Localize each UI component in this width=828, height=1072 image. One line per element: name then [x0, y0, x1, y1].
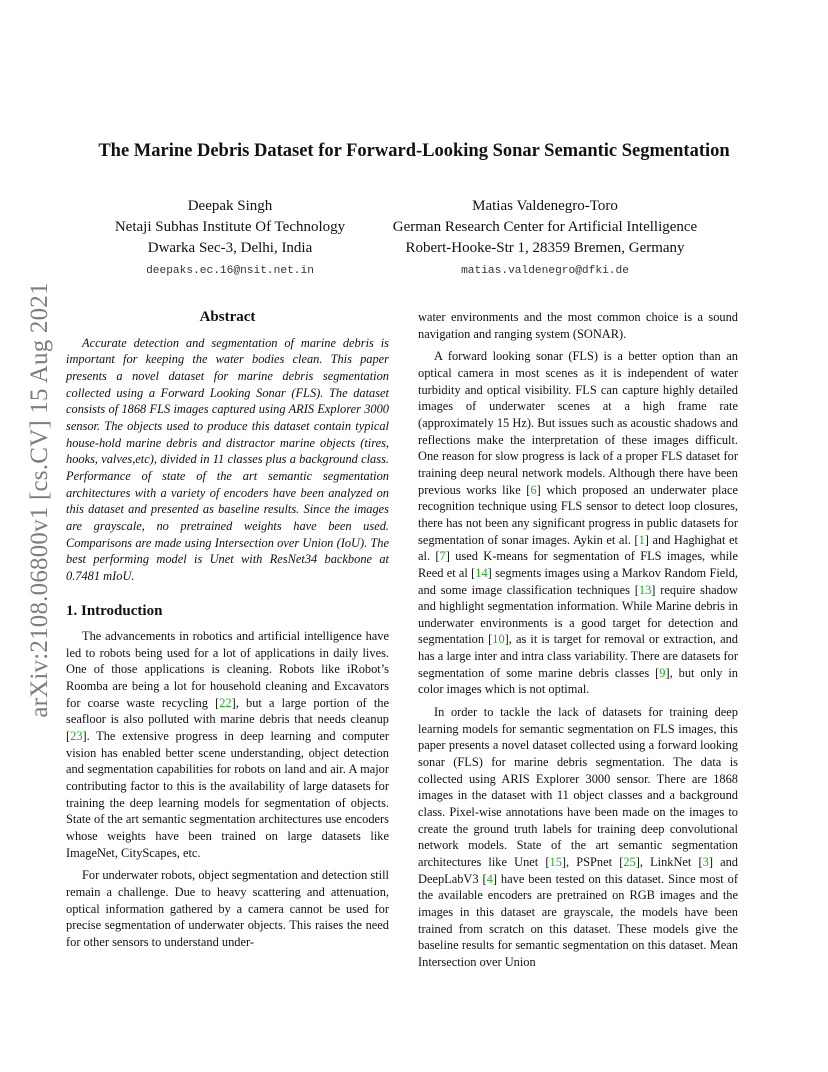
text-run: ] segments images using a Markov Random Field, and some image classification techniques [ [418, 565, 739, 597]
text-run: ]. The extensive progress in deep learning and computer vision has enabled better scene understanding, object detection and segmentation capabilities for robots on land and air. A major contributing factor to this is the availability of large datasets for training the deep learning models for segmentation of objects. State of the art semantic segmentation architectures use encoders whose weights have been trained on large datasets like ImageNet, CityScapes, etc. [66, 729, 389, 860]
citation-link[interactable]: 9 [659, 665, 666, 680]
citation-link[interactable]: 14 [475, 565, 488, 580]
citation-link[interactable]: 3 [702, 855, 709, 869]
text-run: A forward looking sonar (FLS) is a better option than an optical camera in most scenes as it is independent of water turbidity and optical visibility. FLS can capture highly detailed images of underwater scenes at a high frame rate (approximately 15 Hz). But issues such as acoustic shadows and reflections make the interpretation of these images difficult. One reason for slow progress is lack of a proper FLS dataset for training deep neural network models. Although there have been previous works like [ [418, 349, 738, 497]
text-run: The advancements in robotics and artificial intelligence have led to robots being used for a lot of applications in daily lives. One of those applications is cleaning. Robots like iRobot’s Roomba are being a lot for household cleaning and Excavators for coarse waste recycling [ [66, 629, 389, 710]
citation-link[interactable]: 1 [638, 532, 645, 547]
text-run: ], LinkNet [ [635, 855, 703, 869]
text-run: ] have been tested on this dataset. Since most of the available encoders are pretrained on RGB images and the images in this dataset are grayscale, the models have been trained from scratch on this dataset. These models give the baseline results for semantic segmentation on this dataset. Mean Intersection over Union [418, 871, 738, 969]
author-affiliation: Netaji Subhas Institute Of Technology [114, 219, 346, 235]
text-run: ] which proposed an underwater place recognition technique using FLS sensor to detect loop closures, there has not been any significant progress in public datasets for segmentation of sonar images. Aykin et al. [ [418, 482, 738, 547]
author-email[interactable]: deepaks.ec.16@nsit.net.in [146, 265, 314, 277]
text-run: ] used K-means for segmentation of FLS images, while Reed et al [ [418, 549, 738, 580]
citation-link[interactable]: 6 [530, 482, 537, 497]
citation-link[interactable]: 10 [492, 632, 505, 647]
author-address: Dwarka Sec-3, Delhi, India [147, 240, 313, 256]
intro-paragraph-4 [418, 704, 738, 971]
abstract-heading: Abstract [199, 309, 256, 325]
intro-paragraph-3 [418, 348, 738, 698]
abstract-text: Accurate detection and segmentation of marine debris is important for keeping the water bodies clean. This paper presents a novel dataset for marine debris segmentation collected using a Forward Looking Sonar (FLS). The dataset consists of 1868 FLS images captured using ARIS Explorer 3000 sensor. The objects used to produce this dataset contain typical house-hold marine debris and distractor marine objects (tires, hooks, valves,etc), divided in 11 classes plus a background class. Performance of state of the art semantic segmentation architectures with a variety of encoders have been analyzed on this dataset and presented as baseline results. Since the images are grayscale, no pretrained weights have been used. Comparisons are made using Intersection over Union (IoU). The best performing model is Unet with ResNet34 backbone at 0.7481 mIoU. [66, 335, 389, 583]
text-run: ] and DeepLabV3 [ [418, 855, 738, 886]
author-name: Matias Valdenegro-Toro [472, 198, 618, 214]
left-column [66, 309, 389, 957]
citation-link[interactable]: 23 [70, 729, 83, 744]
citation-link[interactable]: 15 [549, 855, 562, 869]
text-run: ], but only in color images which is not optimal. [418, 665, 738, 697]
author-block-1 [70, 196, 390, 280]
text-run: In order to tackle the lack of datasets for training deep learning models for semantic segmentation on FLS images, this paper presents a novel dataset collected using a forward looking sonar (FLS) for marine debris segmentation. The data is collected using ARIS Explorer 3000 sensor. There are 1868 images in the dataset with 11 object classes and a background class. Pixel-wise annotations have been made on the images to create the ground truth labels for training deep convolutional network models. State of the art semantic segmentation architectures like Unet [ [418, 705, 738, 869]
author-email[interactable]: matias.valdenegro@dfki.de [461, 265, 629, 277]
text-run: ], as it is target for removal or extraction, and has a large inter and intra class variability. There are datasets for segmentation of some marine debris classes [ [418, 632, 738, 680]
text-run: ] require shadow and highlight segmentation information. While Marine debris in underwater environments is a good target for detection and segmentation [ [418, 582, 739, 647]
author-block-2 [380, 196, 710, 280]
text-run: ], but a large portion of the seafloor is also polluted with marine debris that needs cleanup [ [66, 695, 389, 744]
paper-title: The Marine Debris Dataset for Forward-Looking Sonar Semantic Segmentation [98, 141, 730, 161]
intro-paragraph-1 [66, 628, 389, 861]
text-run: ], PSPnet [ [561, 855, 624, 869]
author-address: Robert-Hooke-Str 1, 28359 Bremen, Germany [405, 240, 685, 256]
arxiv-identifier: arXiv:2108.06800v1 [cs.CV] 15 Aug 2021 [26, 282, 53, 718]
right-column [418, 309, 738, 977]
intro-paragraph-2: For underwater robots, object segmentation and detection still remain a challenge. Due to heavy scattering and attenuation, optical information gathered by a camera cannot be used for precise segmentation of underwater objects. This raises the need for other sensors to understand under- [66, 868, 389, 949]
section-heading-introduction: 1. Introduction [66, 602, 163, 619]
citation-link[interactable]: 22 [219, 695, 232, 710]
author-name: Deepak Singh [187, 198, 273, 214]
citation-link[interactable]: 13 [638, 582, 652, 597]
author-affiliation: German Research Center for Artificial Intelligence [392, 219, 698, 235]
citation-link[interactable]: 4 [486, 871, 493, 886]
intro-paragraph-2-continued: water environments and the most common choice is a sound navigation and ranging system (SONAR). [418, 310, 738, 341]
citation-link[interactable]: 7 [439, 549, 446, 564]
text-run: ] and Haghighat et al. [ [418, 532, 738, 564]
citation-link[interactable]: 25 [623, 855, 636, 869]
